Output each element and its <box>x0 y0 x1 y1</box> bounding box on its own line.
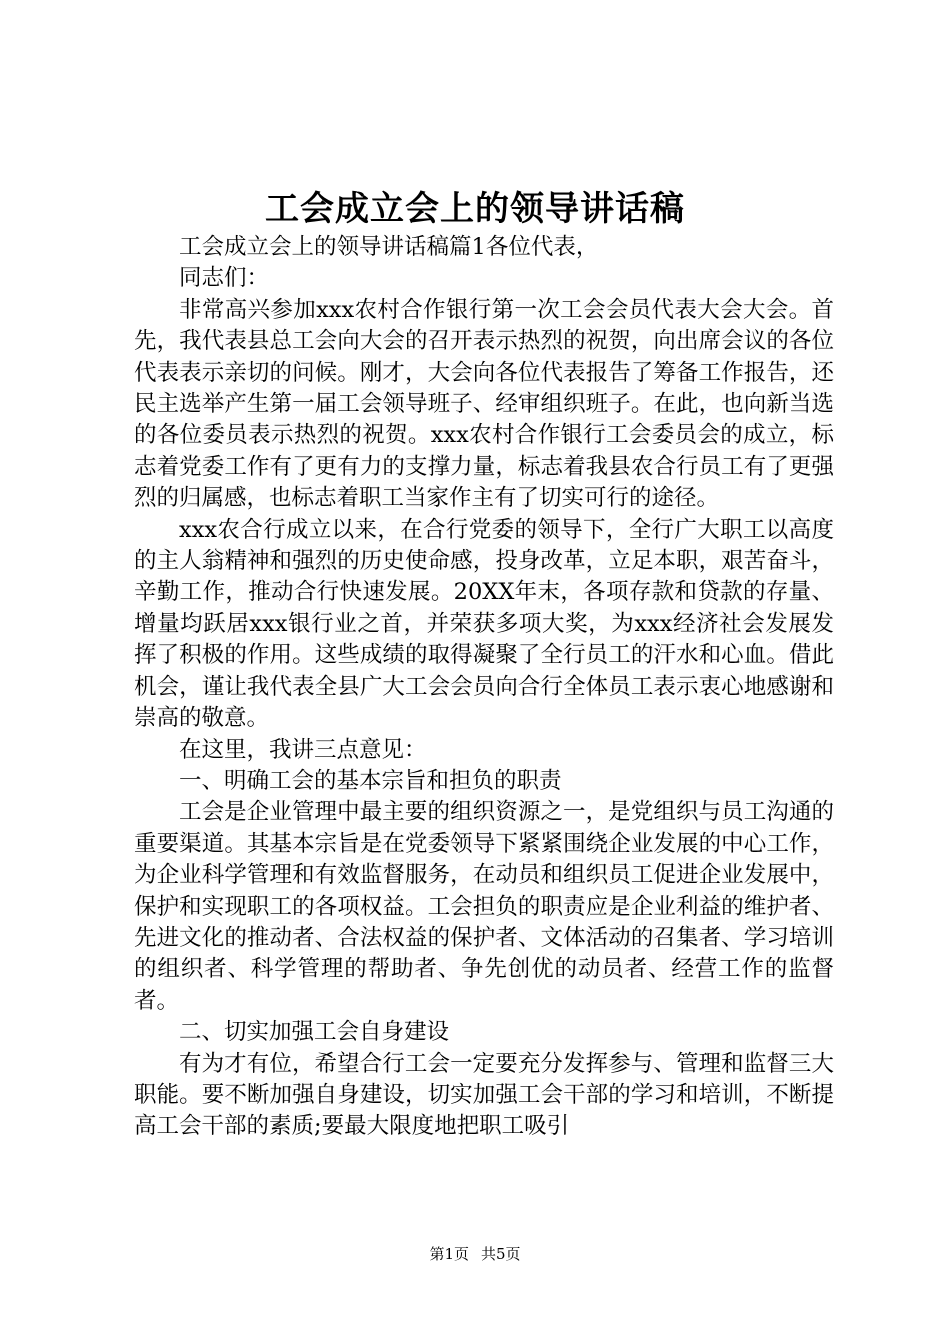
paragraph: 工会是企业管理中最主要的组织资源之一，是党组织与员工沟通的重要渠道。其基本宗旨是在党委领导下紧紧围绕企业发展的中心工作，为企业科学管理和有效监督服务，在动员和组织员工促进企业发展中，保护和实现职工的各项权益。工会担负的职责应是企业利益的维护者、先进文化的推动者、合法权益的保护者、文体活动的召集者、学习培训的组织者、科学管理的帮助者、争先创优的动员者、经营工作的监督者。 <box>134 799 834 1014</box>
paragraph: xxx农合行成立以来，在合行党委的领导下，全行广大职工以高度的主人翁精神和强烈的历史使命感，投身改革，立足本职，艰苦奋斗，辛勤工作，推动合行快速发展。20XX年末，各项存款和贷款的存量、增量均跃居xxx银行业之首，并荣获多项大奖，为xxx经济社会发展发挥了积极的作用。这些成绩的取得凝聚了全行员工的汗水和心血。借此机会，谨让我代表全县广大工会会员向合行全体员工表示衷心地感谢和崇高的敬意。 <box>134 516 834 732</box>
section-heading: 一、明确工会的基本宗旨和担负的职责 <box>179 767 562 794</box>
paragraph: 在这里，我讲三点意见： <box>179 736 427 763</box>
paragraph: 非常高兴参加xxx农村合作银行第一次工会会员代表大会大会。首先，我代表县总工会向大会的召开表示热烈的祝贺，向出席会议的各位代表表示亲切的问候。刚才，大会向各位代表报告了筹备工作报告，还民主选举产生第一届工会领导班子、经审组织班子。在此，也向新当选的各位委员表示热烈的祝贺。xxx农村合作银行工会委员会的成立，标志着党委工作有了更有力的支撑力量，标志着我县农合行员工有了更强烈的归属感，也标志着职工当家作主有了切实可行的途径。 <box>134 296 834 512</box>
page-number: 第1页 <box>429 1245 469 1263</box>
paragraph: 工会成立会上的领导讲话稿篇1各位代表， <box>179 234 599 260</box>
document-body <box>134 232 834 1143</box>
paragraph: 同志们： <box>179 265 270 292</box>
page-footer <box>0 1244 950 1264</box>
section-heading: 二、切实加强工会自身建设 <box>179 1019 450 1046</box>
page-total: 共5页 <box>481 1245 521 1263</box>
paragraph: 有为才有位，希望合行工会一定要充分发挥参与、管理和监督三大职能。要不断加强自身建设，切实加强工会干部的学习和培训，不断提高工会干部的素质;要最大限度地把职工吸引 <box>134 1050 834 1140</box>
document-title: 工会成立会上的领导讲话稿 <box>265 189 685 229</box>
